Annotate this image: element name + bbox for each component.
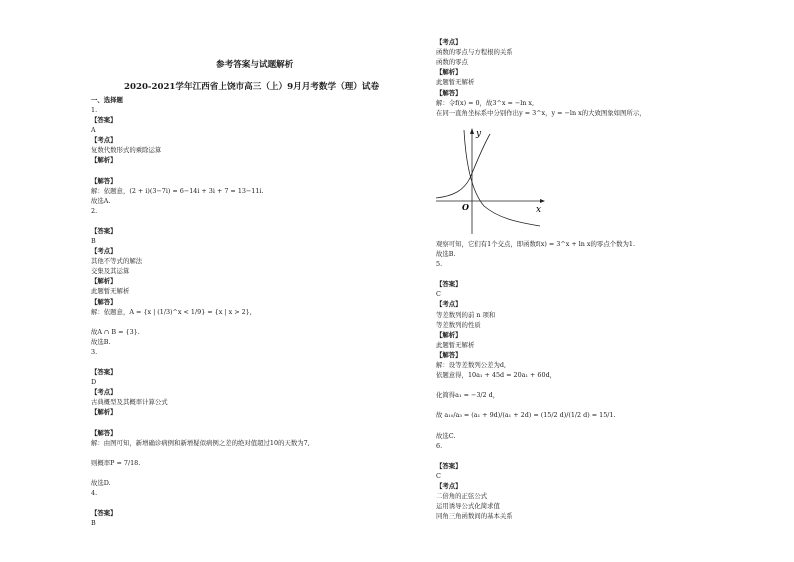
text-line: 【考点】 — [91, 136, 117, 145]
text-line: 故选D. — [91, 478, 111, 487]
text-line: 运用诱导公式化简求值 — [436, 502, 500, 511]
text-line: 同角三角函数间的基本关系 — [436, 512, 513, 521]
text-line: 则概率P = 7/18. — [91, 458, 141, 467]
text-line: 【解析】 — [436, 68, 462, 77]
text-line: 【考点】 — [436, 38, 462, 46]
text-line: 化简得a₁ = −3/2 d， — [436, 391, 500, 400]
text-line: 此题暂无解析 — [436, 78, 475, 87]
x-axis-arrow — [540, 199, 545, 203]
text-line: A — [91, 126, 96, 135]
x-axis-label: x — [536, 205, 542, 215]
page-title: 参考答案与试题解析 — [216, 60, 294, 70]
text-line: C — [436, 471, 441, 480]
text-line: 【答案】 — [91, 509, 117, 518]
text-line: 【答案】 — [436, 461, 462, 470]
text-line: 3. — [91, 347, 98, 356]
text-line: 【解析】 — [91, 156, 117, 165]
text-line: 其他不等式的解法 — [91, 257, 143, 266]
text-line: 【答案】 — [91, 226, 117, 235]
text-line: 此题暂无解析 — [91, 287, 130, 296]
text-line: 古典概型及其概率计算公式 — [91, 398, 168, 407]
text-line: 故选B. — [436, 250, 456, 259]
text-line: 故A ∩ B = {3}. — [91, 327, 140, 336]
text-line: 5. — [436, 260, 443, 269]
text-line: 等差数列的前 n 项和 — [436, 310, 496, 319]
text-line: 【解答】 — [436, 88, 462, 97]
text-line: 【考点】 — [436, 481, 462, 490]
text-line: 解：由图可知，新增确诊病例和新增疑似病例之差的绝对值超过10的天数为7, — [91, 438, 310, 447]
text-line: 【答案】 — [91, 368, 117, 377]
text-line: 此题暂无解析 — [436, 340, 475, 349]
text-line: 交集及其运算 — [91, 267, 130, 276]
text-line: 【考点】 — [436, 300, 462, 309]
function-graph — [436, 126, 546, 234]
section-heading: 一、选择题 — [91, 96, 123, 104]
neg-log-curve — [464, 130, 540, 226]
text-line: 【解答】 — [436, 350, 462, 359]
text-line: 依题意得，10a₁ + 45d = 20a₁ + 60d， — [436, 371, 557, 380]
text-line: 解：令f(x) = 0，故3^x = −ln x, — [436, 98, 535, 107]
text-line: 故选B. — [91, 337, 111, 346]
text-line: 二倍角的正弦公式 — [436, 492, 488, 500]
text-line: B — [91, 237, 96, 246]
text-line: 在同一直角坐标系中分别作出y = 3^x，y = −ln x的大致图象如图所示， — [436, 108, 646, 117]
text-line: B — [91, 519, 96, 528]
text-line: D — [91, 378, 97, 387]
exam-subtitle: 2020-2021学年江西省上饶市高三（上）9月月考数学（理）试卷 — [124, 82, 380, 92]
text-line: 观察可知，它们有1个交点，即函数f(x) = 3^x + ln x的零点个数为1. — [436, 240, 635, 248]
y-axis-label: y — [476, 129, 482, 139]
y-axis-arrow — [470, 128, 474, 134]
text-line: 【解析】 — [91, 408, 117, 417]
text-line: 故选C. — [436, 431, 456, 440]
text-line: 6. — [436, 441, 443, 450]
text-line: 【解答】 — [91, 428, 117, 437]
text-line: 函数的零点与方程根的关系 — [436, 48, 513, 57]
text-line: 【解答】 — [91, 297, 117, 306]
text-line: 【考点】 — [91, 388, 117, 397]
text-line: 解：依题意，A = {x | (1/3)^x < 1/9} = {x | x > 2}, — [91, 307, 252, 316]
text-line: 1. — [91, 106, 98, 114]
text-line: 等差数列的性质 — [436, 320, 481, 329]
text-line: 解：设等差数列公差为d, — [436, 360, 507, 369]
text-line: 【解答】 — [91, 176, 117, 185]
text-line: 【答案】 — [436, 280, 462, 289]
text-line: 故选A. — [91, 196, 111, 205]
text-line: 故 a₁₀/a₃ = (a₁ + 9d)/(a₁ + 2d) = (15/2 d)/(1/2 d) = 15/1. — [436, 411, 616, 420]
text-line: 【答案】 — [91, 116, 117, 125]
text-line: 复数代数形式的乘除运算 — [91, 146, 162, 155]
text-line: 函数的零点 — [436, 58, 468, 67]
origin-label: O — [462, 202, 469, 212]
exp-curve — [436, 134, 490, 198]
text-line: 【解析】 — [436, 330, 462, 339]
text-line: 【考点】 — [91, 247, 117, 256]
text-line: 4. — [91, 489, 98, 498]
text-line: 【解析】 — [91, 277, 117, 286]
text-line: 解：依题意，(2 + i)(3−7i) = 6−14i + 3i + 7 = 13−11i. — [91, 186, 264, 195]
text-line: 2. — [91, 206, 98, 215]
text-line: C — [436, 290, 441, 299]
